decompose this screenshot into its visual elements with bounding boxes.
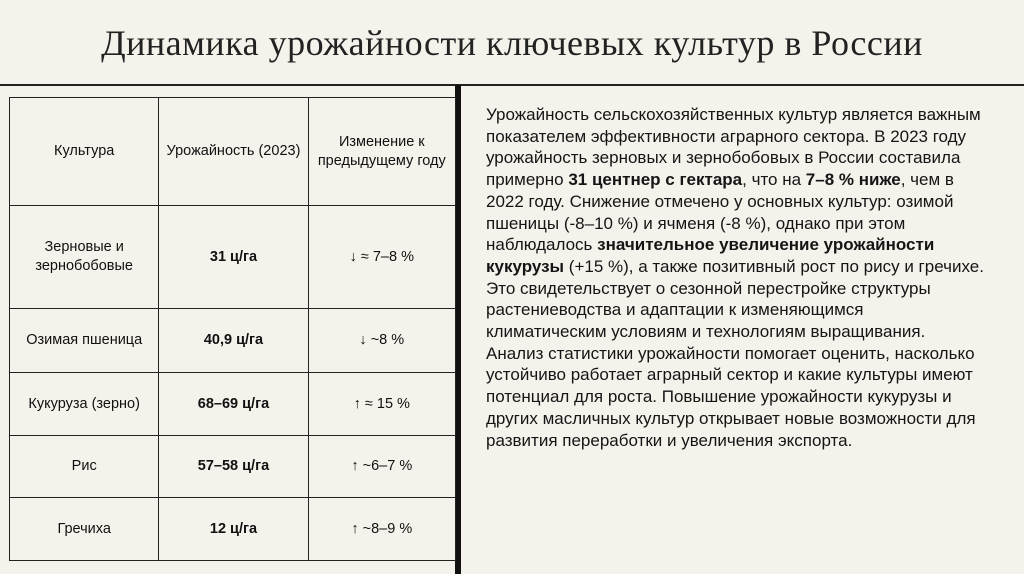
cell-crop: Озимая пшеница (10, 309, 159, 373)
cell-crop: Кукуруза (зерно) (10, 373, 159, 436)
cell-change: ↓ ≈ 7–8 % (308, 206, 455, 309)
table-row (10, 309, 456, 373)
bold-span: 7–8 % ниже (805, 170, 901, 190)
table-header-row (10, 98, 456, 206)
cell-change: ↑ ≈ 15 % (308, 373, 455, 436)
cell-yield: 68–69 ц/га (159, 373, 308, 436)
text-span: , что на (742, 170, 806, 190)
table-row (10, 206, 456, 309)
cell-crop: Гречиха (10, 498, 159, 561)
header-yield: Урожайность (2023) (159, 98, 308, 206)
description-text (486, 104, 986, 451)
table-row (10, 498, 456, 561)
paragraph-2: Анализ статистики урожайности помогает оценить, насколько устойчиво работает аграрный сектор и какие культуры имеют потенциал для роста. Повышение урожайности кукурузы и других масличных культур открывает новые возможности для развития переработки и увеличения экспорта. (486, 343, 976, 450)
cell-yield: 40,9 ц/га (159, 309, 308, 373)
cell-yield: 31 ц/га (159, 206, 308, 309)
title-divider (0, 84, 1024, 86)
cell-yield: 12 ц/га (159, 498, 308, 561)
text-span: , чем в 2022 году. Снижение отмечено у основных культур: озимой пшеницы (-8–10 %) и ячменя (-8 %), однако при этом наблюдалось (486, 170, 954, 255)
yield-table (9, 97, 456, 561)
cell-crop: Зерновые и зернобобовые (10, 206, 159, 309)
header-change: Изменение к предыдущему году (308, 98, 455, 206)
cell-crop: Рис (10, 436, 159, 498)
cell-change: ↑ ~8–9 % (308, 498, 455, 561)
table-row (10, 436, 456, 498)
header-crop: Культура (10, 98, 159, 206)
cell-change: ↓ ~8 % (308, 309, 455, 373)
text-span: Урожайность сельскохозяйственных культур является важным показателем эффективности аграрного сектора. В 2023 году урожайность зерновых и зернобобовых в России составила примерно (486, 105, 981, 190)
cell-change: ↑ ~6–7 % (308, 436, 455, 498)
cell-yield: 57–58 ц/га (159, 436, 308, 498)
table-row (10, 373, 456, 436)
paragraph-1 (486, 104, 986, 343)
text-span: (+15 %), а также позитивный рост по рису и гречихе. Это свидетельствует о сезонной перестройке структуры растениеводства и адаптации к изменяющимся климатическим условиям и технологиям выращивания. (486, 256, 984, 342)
bold-span: значительное увеличение урожайности кукурузы (486, 235, 935, 276)
page-title: Динамика урожайности ключевых культур в России (101, 23, 923, 63)
bold-span: 31 центнер с гектара (568, 170, 743, 190)
